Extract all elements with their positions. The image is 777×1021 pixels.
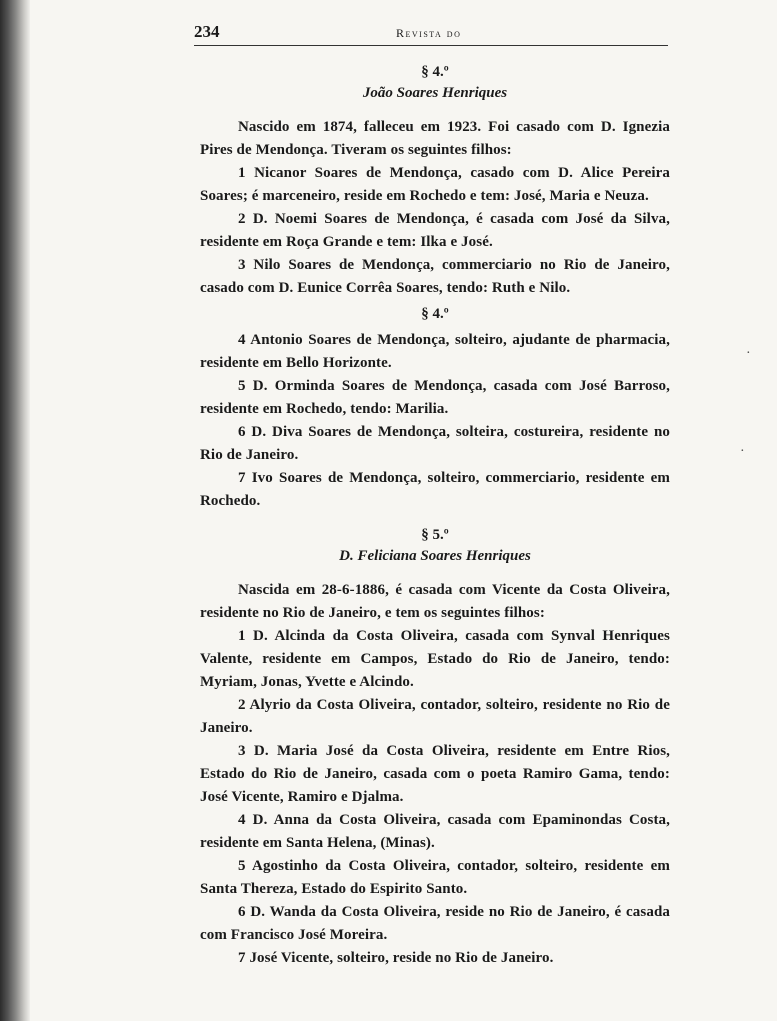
paragraph: 1 D. Alcinda da Costa Oliveira, casada com Synval Henriques Valente, residente em Campos, Estado do Rio de Janeiro, tendo: Myriam, Jonas, Yvette e Alcindo. — [200, 628, 670, 690]
section-name: João Soares Henriques — [362, 85, 508, 101]
paragraph: 7 Ivo Soares de Mendonça, solteiro, commerciario, residente em Rochedo. — [200, 470, 670, 509]
paragraph: 7 José Vicente, solteiro, reside no Rio de Janeiro. — [238, 950, 554, 966]
page-number: 234 — [194, 22, 220, 41]
header-rule — [194, 45, 668, 46]
margin-speck: · — [740, 444, 745, 459]
section-joao-soares — [200, 64, 670, 300]
book-page — [194, 18, 670, 970]
paragraph: 4 Antonio Soares de Mendonça, solteiro, ajudante de pharmacia, residente em Bello Horizonte. — [200, 332, 670, 371]
section-mark: § 4.º — [421, 306, 449, 322]
paragraph: 5 Agostinho da Costa Oliveira, contador, solteiro, residente em Santa Thereza, Estado do Espirito Santo. — [200, 858, 670, 897]
section-mark: § 5.º — [421, 527, 449, 543]
book-binding-shadow — [0, 0, 30, 1021]
paragraph: 6 D. Diva Soares de Mendonça, solteira, costureira, residente no Rio de Janeiro. — [200, 424, 670, 463]
paragraph: 2 Alyrio da Costa Oliveira, contador, solteiro, residente no Rio de Janeiro. — [200, 697, 670, 736]
running-title: Revista do — [396, 26, 462, 40]
paragraph: 3 Nilo Soares de Mendonça, commerciario no Rio de Janeiro, casado com D. Eunice Corrêa Soares, tendo: Ruth e Nilo. — [200, 257, 670, 296]
paragraph: 3 D. Maria José da Costa Oliveira, residente em Entre Rios, Estado do Rio de Janeiro, casada com o poeta Ramiro Gama, tendo: José Vicente, Ramiro e Djalma. — [200, 743, 670, 805]
section-feliciana-soares — [200, 527, 670, 970]
paragraph: 4 D. Anna da Costa Oliveira, casada com Epaminondas Costa, residente em Santa Helena, (Minas). — [200, 812, 670, 851]
paragraph: 6 D. Wanda da Costa Oliveira, reside no Rio de Janeiro, é casada com Francisco José Moreira. — [200, 904, 670, 943]
paragraph: Nascida em 28-6-1886, é casada com Vicente da Costa Oliveira, residente no Rio de Janeiro, e tem os seguintes filhos: — [200, 582, 670, 621]
section-mark: § 4.º — [421, 64, 449, 80]
page-header — [194, 18, 670, 50]
paragraph: 1 Nicanor Soares de Mendonça, casado com D. Alice Pereira Soares; é marceneiro, reside em Rochedo e tem: José, Maria e Neuza. — [200, 165, 670, 204]
section-continued — [200, 306, 670, 513]
section-name: D. Feliciana Soares Henriques — [339, 548, 531, 564]
margin-speck: · — [746, 346, 751, 361]
paragraph: 5 D. Orminda Soares de Mendonça, casada com José Barroso, residente em Rochedo, tendo: Marilia. — [200, 378, 670, 417]
paragraph: Nascido em 1874, falleceu em 1923. Foi casado com D. Ignezia Pires de Mendonça. Tiveram os seguintes filhos: — [200, 119, 670, 158]
paragraph: 2 D. Noemi Soares de Mendonça, é casada com José da Silva, residente em Roça Grande e tem: Ilka e José. — [200, 211, 670, 250]
